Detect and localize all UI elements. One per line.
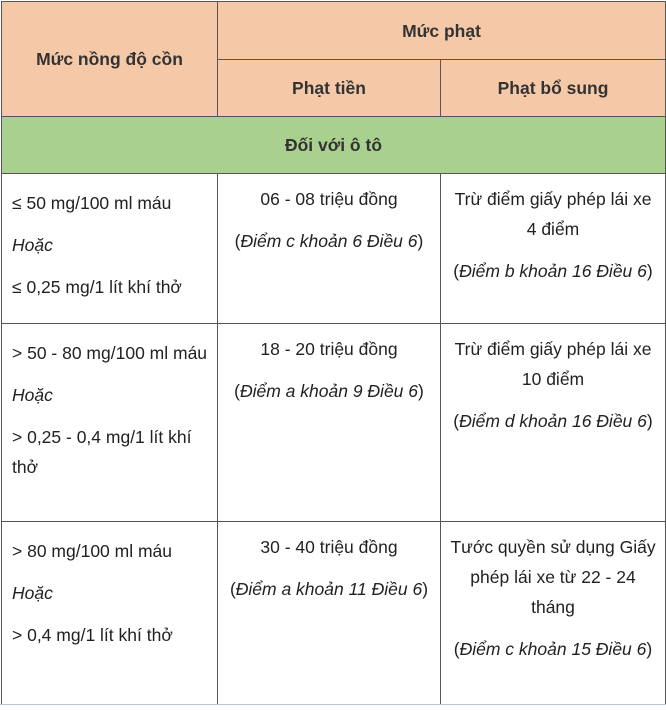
header-row-1 bbox=[2, 2, 666, 60]
additional-penalty-cell bbox=[441, 522, 666, 705]
header-additional-penalty: Phạt bổ sung bbox=[441, 60, 666, 117]
additional-penalty-text: Trừ điểm giấy phép lái xe 10 điểm bbox=[454, 339, 652, 389]
table-row bbox=[2, 174, 666, 324]
header-fine: Phạt tiền bbox=[218, 60, 441, 117]
fine-cell bbox=[218, 324, 441, 522]
fine-legal-reference: (Điểm c khoản 6 Điều 6) bbox=[234, 231, 424, 251]
condition-or: Hoặc bbox=[12, 583, 53, 603]
fine-legal-reference: (Điểm a khoản 9 Điều 6) bbox=[234, 381, 424, 401]
condition-blood: > 50 - 80 mg/100 ml máu bbox=[12, 343, 208, 363]
additional-legal-reference: (Điểm b khoản 16 Điều 6) bbox=[453, 261, 653, 281]
condition-blood: ≤ 50 mg/100 ml máu bbox=[12, 193, 172, 213]
condition-blood: > 80 mg/100 ml máu bbox=[12, 541, 173, 561]
alcohol-level-cell bbox=[2, 522, 218, 705]
condition-breath: > 0,25 - 0,4 mg/1 lít khí thở bbox=[12, 427, 192, 477]
additional-penalty-cell bbox=[441, 324, 666, 522]
condition-breath: > 0,4 mg/1 lít khí thở bbox=[12, 625, 173, 645]
condition-breath: ≤ 0,25 mg/1 lít khí thở bbox=[12, 277, 182, 297]
fine-legal-reference: (Điểm a khoản 11 Điều 6) bbox=[229, 579, 429, 599]
alcohol-level-cell bbox=[2, 174, 218, 324]
bottom-divider bbox=[0, 704, 666, 705]
header-penalty-group: Mức phạt bbox=[218, 2, 666, 60]
condition-or: Hoặc bbox=[12, 235, 53, 255]
additional-legal-reference: (Điểm c khoản 15 Điều 6) bbox=[453, 639, 653, 659]
penalty-table bbox=[1, 1, 666, 705]
alcohol-level-cell bbox=[2, 324, 218, 522]
table-row bbox=[2, 324, 666, 522]
additional-penalty-text: Tước quyền sử dụng Giấy phép lái xe từ 22 - 24 tháng bbox=[450, 537, 656, 617]
header-alcohol-level: Mức nồng độ cồn bbox=[2, 2, 218, 117]
condition-or: Hoặc bbox=[12, 385, 53, 405]
section-row bbox=[2, 117, 666, 174]
section-car-label: Đối với ô tô bbox=[2, 117, 666, 174]
fine-cell bbox=[218, 174, 441, 324]
additional-penalty-text: Trừ điểm giấy phép lái xe 4 điểm bbox=[454, 189, 652, 239]
fine-amount: 06 - 08 triệu đồng bbox=[260, 189, 398, 209]
fine-cell bbox=[218, 522, 441, 705]
table-row bbox=[2, 522, 666, 705]
additional-penalty-cell bbox=[441, 174, 666, 324]
fine-amount: 30 - 40 triệu đồng bbox=[260, 537, 398, 557]
fine-amount: 18 - 20 triệu đồng bbox=[260, 339, 398, 359]
additional-legal-reference: (Điểm d khoản 16 Điều 6) bbox=[453, 411, 653, 431]
